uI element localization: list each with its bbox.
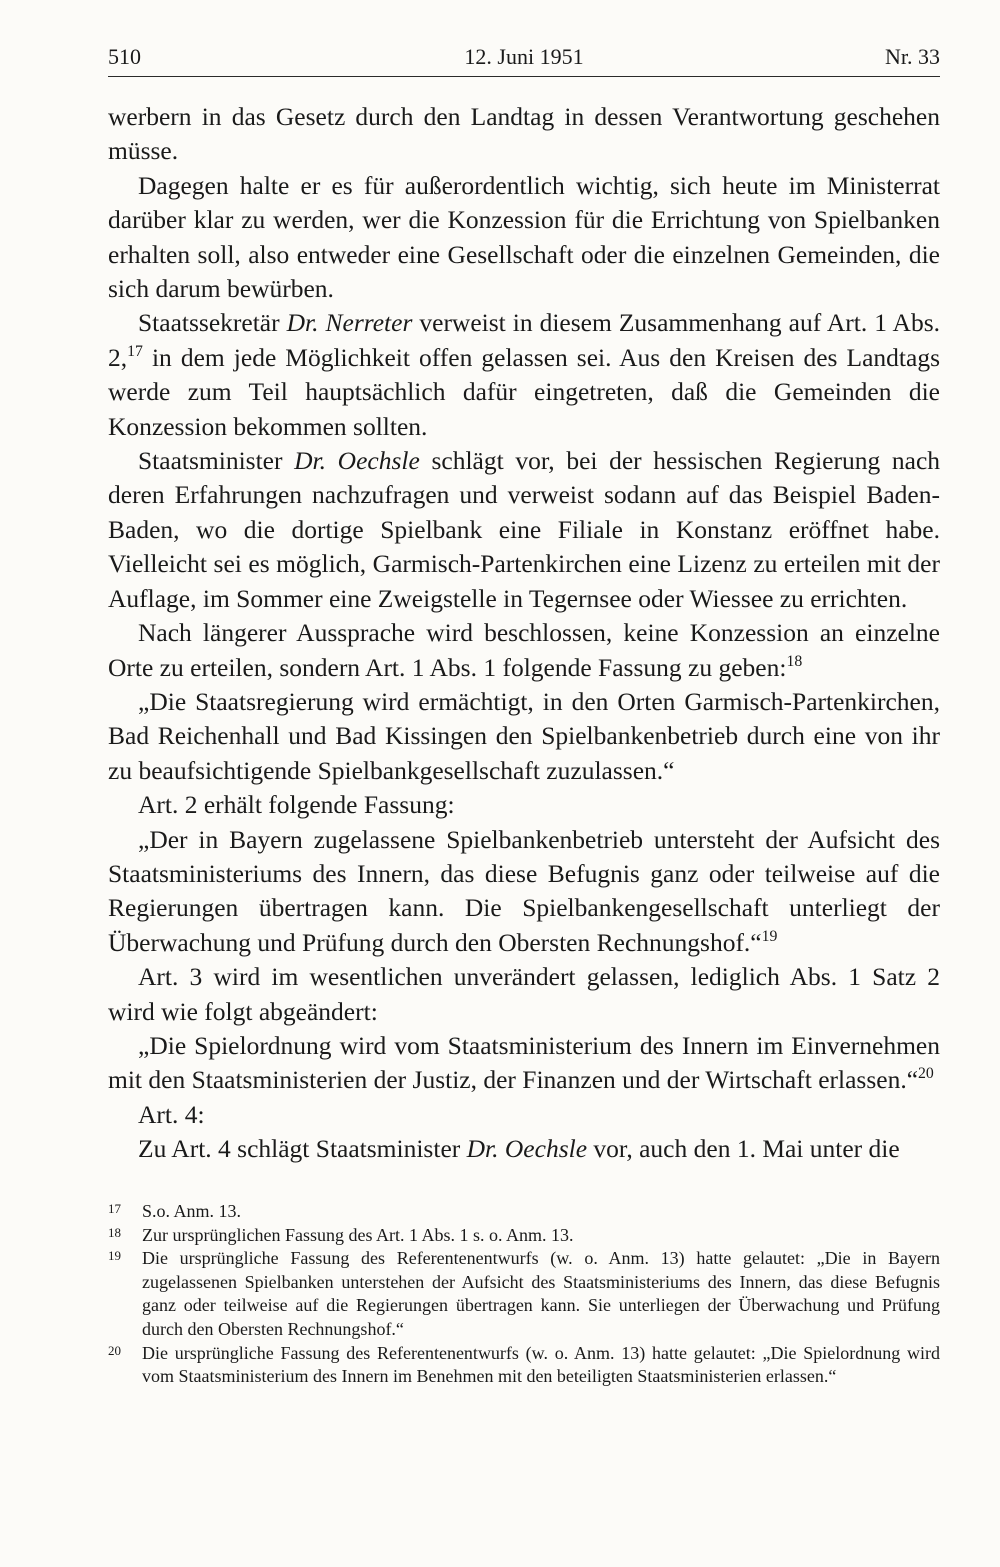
footnote-ref: 19: [761, 927, 778, 945]
footnote: [108, 1224, 940, 1248]
paragraph: „Die Staatsregierung wird ermächtigt, in den Orten Garmisch-Partenkirchen, Bad Reichenhall und Bad Kissingen den Spielbankenbetrieb durch eine von ihr zu beaufsichtigende Spielbankgesellschaft zuzulassen.“: [108, 686, 940, 785]
paragraph: werbern in das Gesetz durch den Landtag in dessen Verantwortung geschehen müsse.: [108, 102, 940, 166]
footnote-number: 17: [108, 1201, 121, 1216]
footnote-text: Zur ursprünglichen Fassung des Art. 1 Abs. 1 s. o. Anm. 13.: [142, 1224, 574, 1245]
text-run: Nach längerer Aussprache wird beschlossen, keine Konzession an einzelne Orte zu erteilen, sondern Art. 1 Abs. 1 folgende Fassung zu geben:: [108, 618, 940, 682]
main-text: [108, 100, 940, 1167]
paragraph: [108, 616, 940, 685]
paragraph: Art. 2 erhält folgende Fassung:: [138, 790, 455, 820]
text-run: Staatssekretär: [138, 308, 287, 338]
footnote: [108, 1247, 940, 1341]
footnotes: [108, 1200, 940, 1389]
text-run: „Der in Bayern zugelassene Spielbankenbetrieb untersteht der Aufsicht des Staatsministeriums des Innern, das diese Befugnis ganz oder teilweise auf die Regierungen übertragen kann. Die Spielbankengesellschaft unterliegt der Überwachung und Prüfung durch den Obersten Rechnungshof.“: [108, 824, 940, 957]
paragraph: Art. 4:: [138, 1099, 205, 1129]
header-rule: [108, 76, 940, 77]
footnote-ref: 18: [786, 652, 803, 670]
paragraph: Dagegen halte er es für außerordentlich wichtig, sich heute im Ministerrat darüber klar zu werden, wer die Konzession für die Errichtung von Spielbanken erhalten soll, also entweder eine Gesellschaft oder die einzelnen Gemeinden, die sich darum bewürben.: [108, 170, 940, 304]
text-run: schlägt vor, bei der hessischen Regierung nach deren Erfahrungen nachzufragen und verweist sodann auf das Beispiel Baden-Baden, wo die dortige Spielbank eine Filiale in Konstanz eröffnet habe. Vielleicht sei es möglich, Garmisch-Partenkirchen eine Lizenz zu erteilen mit der Auflage, im Sommer eine Zweigstelle in Tegernsee oder Wiessee zu errichten.: [108, 446, 941, 613]
footnote-ref: 17: [127, 343, 143, 361]
paragraph: [108, 444, 940, 616]
issue-number: Nr. 33: [885, 44, 940, 69]
running-header: [108, 40, 940, 74]
paragraph: [108, 306, 940, 444]
text-run: vor, auch den 1. Mai unter die: [587, 1134, 900, 1164]
paragraph: [108, 1029, 940, 1098]
footnote-text: S.o. Anm. 13.: [142, 1201, 242, 1221]
header-date: 12. Juni 1951: [464, 44, 584, 69]
text-run: Staatsminister: [138, 446, 295, 476]
footnote-number: 19: [108, 1248, 121, 1264]
paragraph: [108, 1132, 940, 1166]
paragraph: Art. 3 wird im wesentlichen unverändert gelassen, lediglich Abs. 1 Satz 2 wird wie folgt abgeändert:: [108, 962, 940, 1026]
person-name: Dr. Oechsle: [294, 446, 420, 476]
text-run: in dem jede Möglichkeit offen gelassen sei. Aus den Kreisen des Landtags werde zum Teil hauptsächlich dafür eingetreten, daß die Gemeinden die Konzession bekommen sollten.: [108, 342, 940, 441]
page-number: 510: [108, 44, 141, 69]
person-name: Dr. Oechsle: [466, 1134, 588, 1164]
footnote-number: 20: [108, 1342, 121, 1358]
footnote-number: 18: [108, 1224, 121, 1240]
text-run: verweist in diesem Zusammenhang auf Art. 1 Abs. 2,: [108, 308, 941, 372]
paragraph: [108, 823, 940, 961]
footnote-text: Die ursprüngliche Fassung des Referentenentwurfs (w. o. Anm. 13) hatte gelautet: „Die Spielordnung wird vom Staatsministerium des Innern im Benehmen mit den beteiligten Staatsministerien erlassen.“: [142, 1342, 940, 1387]
footnote: [108, 1342, 940, 1389]
person-name: Dr. Nerreter: [286, 308, 413, 338]
footnote-ref: 20: [918, 1065, 934, 1083]
text-run: „Die Spielordnung wird vom Staatsministerium des Innern im Einvernehmen mit den Staatsministerien der Justiz, der Finanzen und der Wirtschaft erlassen.“: [108, 1030, 940, 1095]
footnote-text: Die ursprüngliche Fassung des Referentenentwurfs (w. o. Anm. 13) hatte gelautet: „Die in Bayern zugelassenen Spielbanken unterstehen der Aufsicht des Staatsministeriums des Innern, das diese Befugnis ganz oder teilweise auf die Regierungen übertragen kann. Sie unterliegen der Überwachung und Prüfung durch den Obersten Rechnungshof.“: [142, 1248, 940, 1339]
footnote: [108, 1200, 940, 1224]
text-run: Zu Art. 4 schlägt Staatsminister: [138, 1134, 467, 1164]
